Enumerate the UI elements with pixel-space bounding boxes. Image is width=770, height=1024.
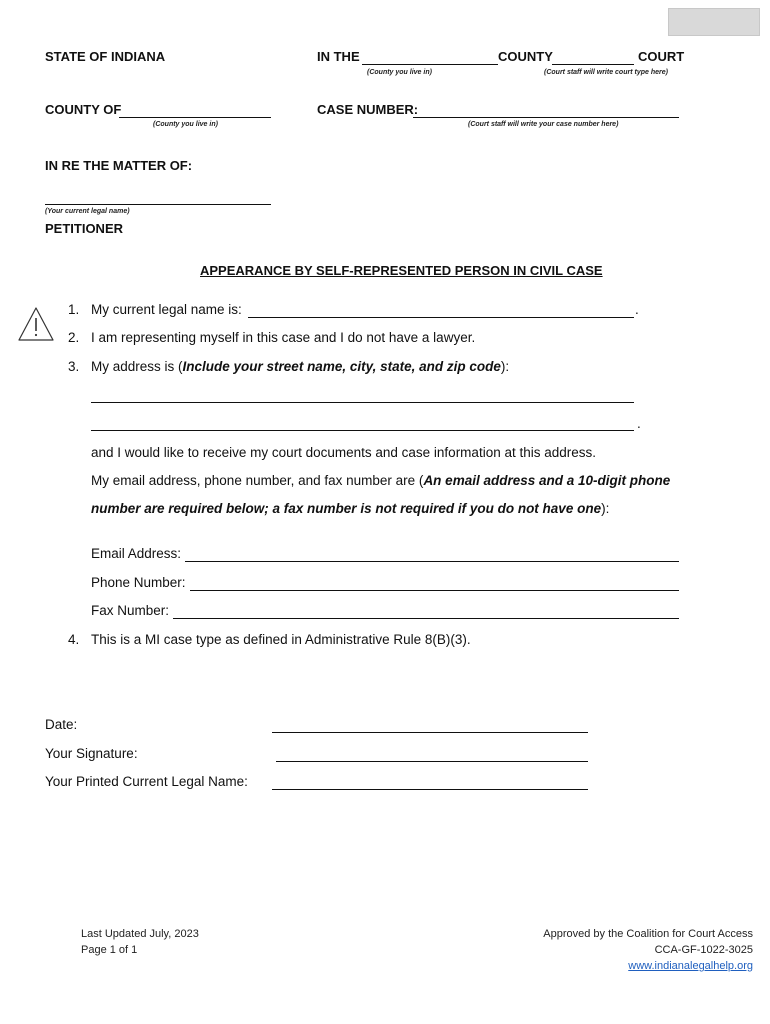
email-field[interactable] xyxy=(185,545,679,562)
in-the-label: IN THE xyxy=(317,49,360,64)
email-label: Email Address: xyxy=(91,546,182,561)
contact-bold-1: An email address and a 10-digit phone xyxy=(423,473,671,488)
item-3-bold: Include your street name, city, state, and zip code xyxy=(182,359,501,374)
court-type-field[interactable] xyxy=(552,48,634,65)
fax-field[interactable] xyxy=(173,602,679,619)
item-4-number: 4. xyxy=(68,632,80,647)
in-re-label: IN RE THE MATTER OF: xyxy=(45,158,193,173)
printed-name-label: Your Printed Current Legal Name: xyxy=(45,774,248,789)
court-hint: (Court staff will write court type here) xyxy=(544,69,668,76)
county-hint: (County you live in) xyxy=(367,69,432,76)
item-3-text xyxy=(91,359,509,374)
county-of-hint: (County you live in) xyxy=(153,121,218,128)
item-1-text: My current legal name is: xyxy=(91,302,242,317)
county-label: COUNTY xyxy=(498,49,553,64)
contact-text-line-1 xyxy=(91,473,670,488)
case-number-field[interactable] xyxy=(413,101,679,118)
date-field[interactable] xyxy=(272,716,588,733)
signature-field[interactable] xyxy=(276,745,588,762)
last-updated: Last Updated July, 2023 xyxy=(81,928,199,940)
address-line-2-field[interactable] xyxy=(91,414,634,431)
contact-bold-2: number are required below; a fax number is not required if you do not have one xyxy=(91,501,602,516)
court-label: COURT xyxy=(638,49,685,64)
county-of-field[interactable] xyxy=(119,101,271,118)
warning-icon xyxy=(17,306,55,342)
form-title: APPEARANCE BY SELF-REPRESENTED PERSON IN CIVIL CASE xyxy=(200,263,603,278)
contact-pre: My email address, phone number, and fax number are ( xyxy=(91,473,424,488)
case-number-hint: (Court staff will write your case number here) xyxy=(468,121,619,128)
item-3-number: 3. xyxy=(68,359,80,374)
approved-by: Approved by the Coalition for Court Access xyxy=(543,928,753,940)
phone-field[interactable] xyxy=(190,574,679,591)
item-3-post: ): xyxy=(500,359,510,374)
address-period: . xyxy=(637,416,641,431)
address-line-1-field[interactable] xyxy=(91,386,634,403)
item-2-text: I am representing myself in this case and I do not have a lawyer. xyxy=(91,330,476,345)
county-field[interactable] xyxy=(362,48,498,65)
form-code: CCA-GF-1022-3025 xyxy=(654,944,753,956)
phone-label: Phone Number: xyxy=(91,575,186,590)
signature-label: Your Signature: xyxy=(45,746,138,761)
website-link[interactable]: www.indianalegalhelp.org xyxy=(628,960,753,972)
office-stamp-box xyxy=(668,8,760,36)
legal-name-hint: (Your current legal name) xyxy=(45,208,130,215)
petitioner-name-field[interactable] xyxy=(45,188,271,205)
item-1-period: . xyxy=(635,302,639,317)
receive-text: and I would like to receive my court documents and case information at this address. xyxy=(91,445,597,460)
fax-label: Fax Number: xyxy=(91,603,170,618)
state-label: STATE OF INDIANA xyxy=(45,49,166,64)
petitioner-label: PETITIONER xyxy=(45,221,124,236)
printed-name-field[interactable] xyxy=(272,773,588,790)
legal-name-field[interactable] xyxy=(248,301,634,318)
contact-post: ): xyxy=(601,501,610,516)
item-1-number: 1. xyxy=(68,302,80,317)
contact-text-line-2 xyxy=(91,501,609,516)
item-2-number: 2. xyxy=(68,330,80,345)
date-label: Date: xyxy=(45,717,78,732)
item-3-pre: My address is ( xyxy=(91,359,183,374)
county-of-label: COUNTY OF xyxy=(45,102,122,117)
page-number: Page 1 of 1 xyxy=(81,944,138,956)
item-4-text: This is a MI case type as defined in Administrative Rule 8(B)(3). xyxy=(91,632,471,647)
case-number-label: CASE NUMBER: xyxy=(317,102,419,117)
